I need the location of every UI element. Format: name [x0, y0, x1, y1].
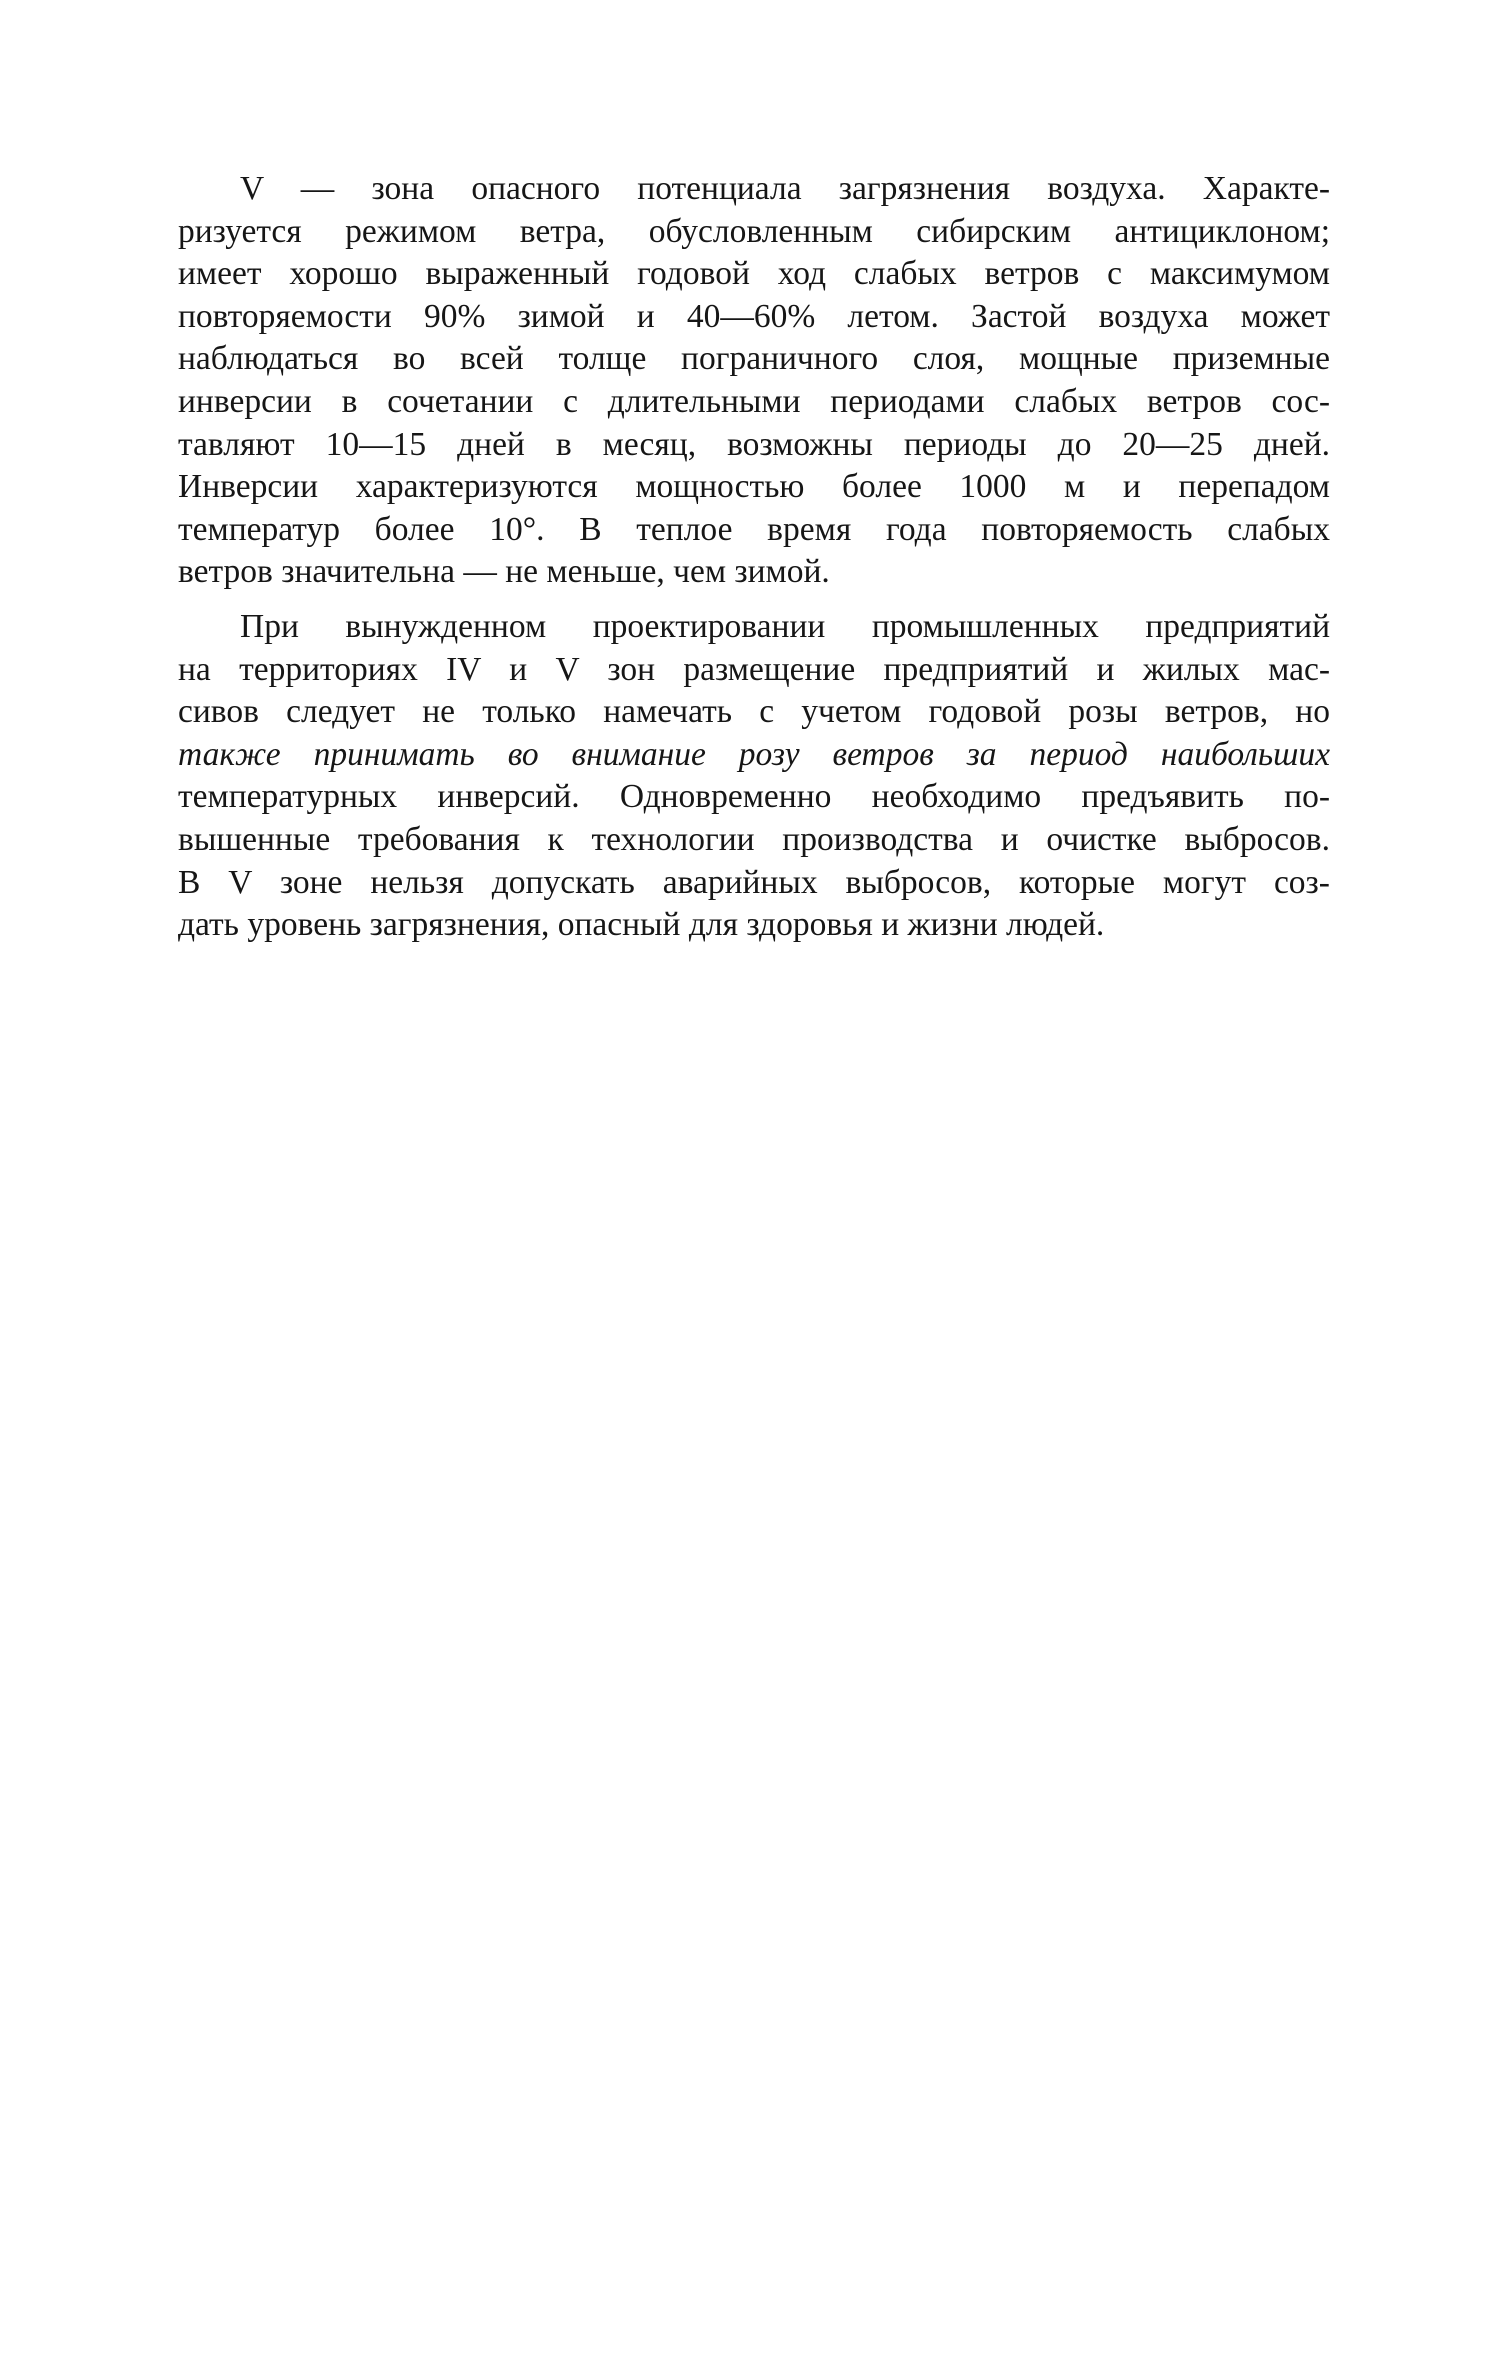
text-line: на территориях IV и V зон размещение предприятий и жилых мас- [178, 650, 1330, 688]
text-line: При вынужденном проектировании промышленных предприятий [240, 607, 1331, 645]
text-line-italic [178, 734, 1330, 777]
italic-phrase: принимать во внимание розу ветров за период наибольших [280, 735, 1331, 773]
text-line: вышенные требования к технологии производства и очистке выбросов. [178, 820, 1330, 858]
text-line: Инверсии характеризуются мощностью более 1000 м и перепадом [178, 468, 1330, 506]
paragraph-zone-v [178, 168, 1330, 594]
text-line: В V зоне нельзя допускать аварийных выбросов, которые могут соз- [178, 863, 1330, 901]
paragraph-design-requirements [178, 606, 1330, 947]
text-line: повторяемости 90% зимой и 40—60% летом. Застой воздуха может [178, 297, 1331, 335]
text-line: тавляют 10—15 дней в месяц, возможны периоды до 20—25 дней. [178, 425, 1331, 463]
text-line: инверсии в сочетании с длительными периодами слабых ветров сос- [178, 382, 1331, 420]
text-line: температур более 10°. В теплое время года повторяемость слабых [178, 510, 1330, 548]
text-line: ризуется режимом ветра, обусловленным сибирским антициклоном; [178, 212, 1331, 250]
text-line: ветров значительна — не меньше, чем зимой. [178, 553, 830, 591]
text-line: имеет хорошо выраженный годовой ход слабых ветров с максимумом [178, 255, 1330, 293]
text-line: дать уровень загрязнения, опасный для здоровья и жизни людей. [178, 906, 1105, 944]
text-line: V — зона опасного потенциала загрязнения воздуха. Характе- [240, 170, 1330, 207]
text-line: наблюдаться во всей толще пограничного слоя, мощные приземные [178, 340, 1330, 378]
text-line: температурных инверсий. Одновременно необходимо предъявить по- [178, 778, 1331, 816]
body-text [178, 168, 1330, 947]
italic-prefix: также [178, 735, 281, 773]
text-line: сивов следует не только намечать с учетом годовой розы ветров, но [178, 693, 1330, 731]
